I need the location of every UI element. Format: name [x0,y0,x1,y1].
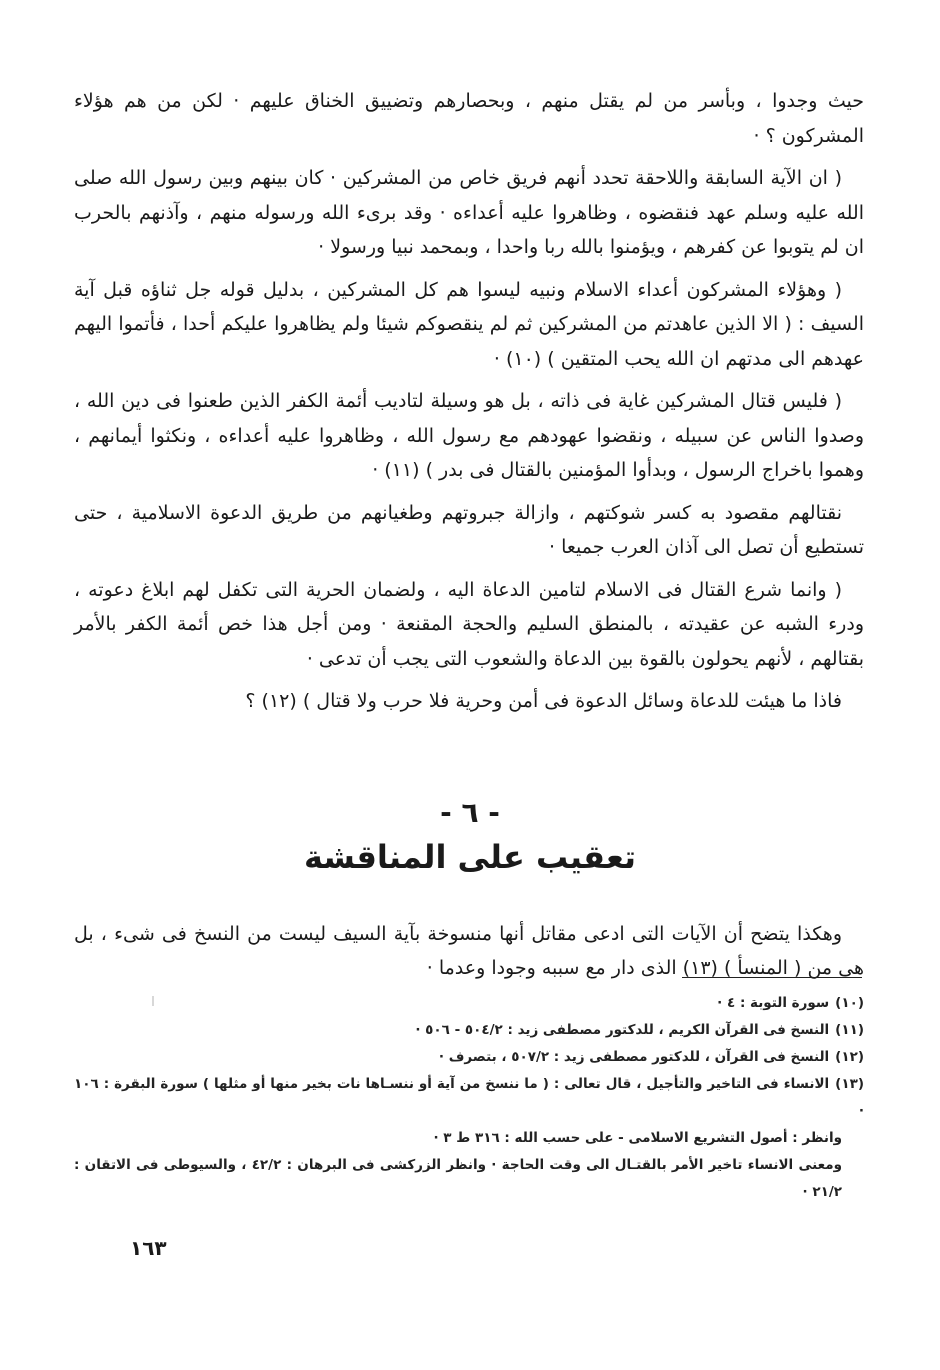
scan-speck [152,996,154,1006]
section-title: تعقيب على المناقشة [303,838,637,876]
paragraph-2: ( ان الآية السابقة واللاحقة تحدد أنهم فريق خاص من المشركين · كان بينهم وبين رسول الله صلى الله عليه وسلم عهد فنقضوه ، وظاهروا عليه أعداءه · وقد برىء الله ورسوله منهم ، وآذنهم بالحرب ان لم يتوبوا عن كفرهم ، ويؤمنوا بالله ربا واحدا ، وبمحمد نبيا ورسولا · [74,167,864,258]
section-text: وهكذا يتضح أن الآيات التى ادعى مقاتل أنها منسوخة بآية السيف ليست من النسخ فى شىء ، بل هى من ( المنسأ ) (١٣) الذى دار مع سببه وجودا وعدما · [74,923,864,979]
footnote-number: (١٠) [835,995,864,1011]
footnote-number: (١١) [835,1022,864,1038]
footnote-text: ومعنى الانساء تاخير الأمر بالقتـال الى وقت الحاجة · وانظر الزركشى فى البرهان : ٤٢/٢ ، والسيوطى فى الاتقان : ٢١/٢ · [74,1157,842,1200]
paragraph-7: فاذا ما هيئت للدعاة وسائل الدعوة فى أمن وحرية فلا حرب ولا قتال ) (١٢) ؟ [245,690,842,712]
footnotes [74,990,864,1206]
page-number: ١٦٣ [130,1236,167,1260]
footnote-13 [74,1071,864,1125]
paragraph-4: ( فليس قتال المشركين غاية فى ذاته ، بل هو وسيلة لتاديب أئمة الكفر الذين طعنوا فى دين الله ، وصدوا الناس عن سبيله ، ونقضوا عهودهم مع رسول الله ، وظاهروا عليه أعداءه ، ونكثوا أيمانهم ، وهموا باخراج الرسول ، وبدأوا المؤمنين بالقتال فى بدر ) (١١) · [74,390,864,481]
paragraph-1: حيث وجدوا ، وبأسر من لم يقتل منهم ، وبحصارهم وتضييق الخناق عليهم · لكن من هم هؤلاء المشركون ؟ · [74,90,864,147]
paragraph-6: ( وانما شرع القتال فى الاسلام لتامين الدعاة اليه ، ولضمان الحرية التى تكفل لهم ابلاغ دعوته ، ودرء الشبه عن عقيدته ، بالمنطق السليم والحجة المقنعة · ومن أجل هذا خص أئمة الكفر بالأمر بقتالهم ، لأنهم يحولون بالقوة بين الدعاة والشعوب التى يجب أن تدعى · [74,578,864,670]
footnote-text: النسخ فى القرآن الكريم ، للدكتور مصطفى زيد : ٥٠٤/٢ - ٥٠٦ · [415,1022,830,1038]
body-text [74,84,864,727]
section-number: - ٦ - [440,796,500,829]
footnote-13-meaning [74,1152,864,1206]
paragraph-5: نقتالهم مقصود به كسر شوكتهم ، وازالة جبروتهم وطغيانهم من طريق الدعوة الاسلامية ، حتى تستطيع أن تصل الى آذان العرب جميعا · [74,501,864,558]
footnote-text: النسخ فى القرآن ، للدكتور مصطفى زيد : ٥٠٧/٢ ، بتصرف · [438,1049,830,1065]
footnote-text: سورة التوبة : ٤ · [717,995,830,1011]
footnote-divider [682,977,862,978]
footnote-13-reference [74,1125,864,1152]
footnote-text: وانظر : أصول التشريع الاسلامى - على حسب الله : ٣١٦ ط ٣ · [433,1130,842,1146]
footnote-12 [74,1044,864,1071]
footnote-text: الانساء فى التاخير والتأجيل ، قال تعالى : ( ما ننسخ من آية أو ننسـاها نات بخير منها أو مثلها ) سورة البقرة : ١٠٦ · [74,1076,864,1119]
footnote-10 [74,990,864,1017]
footnote-number: (١٢) [835,1049,864,1065]
footnote-11 [74,1017,864,1044]
paragraph-3: ( وهؤلاء المشركون أعداء الاسلام ونبيه ليسوا هم كل المشركين ، بدليل قوله جل ثناؤه قبل آية السيف : ( الا الذين عاهدتم من المشركين ثم لم ينقصوكم شيئا ولم يظاهروا عليكم أحدا ، فأتموا اليهم عهدهم الى مدتهم ان الله يحب المتقين ) (١٠) · [74,278,864,370]
footnote-number: (١٣) [835,1076,864,1092]
